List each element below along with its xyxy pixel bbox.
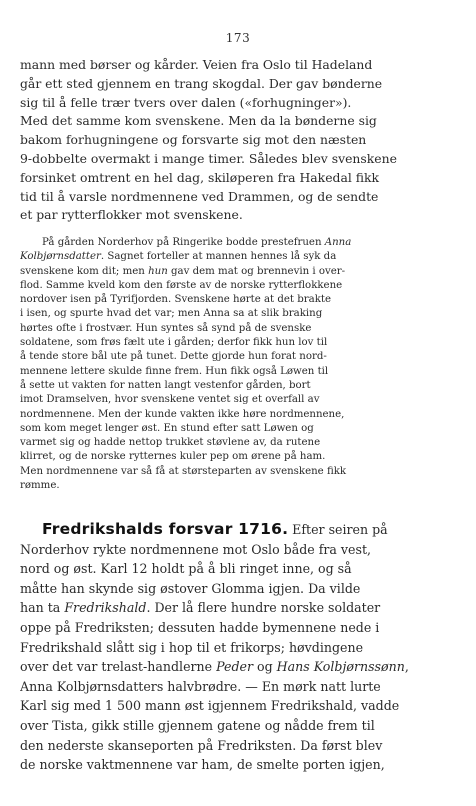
- text-run: Efter seiren på: [288, 522, 388, 537]
- text-line: oppe på Fredriksten; dessuten hadde bymennene nede i: [20, 619, 380, 635]
- text-line: Norderhov rykte nordmennene mot Oslo både fra vest,: [20, 541, 372, 557]
- text-run: over det var trelast-handlerne: [20, 659, 217, 675]
- name-anna: Anna: [324, 237, 352, 248]
- text-line: å tende store bål ute på tunet. Dette gjorde hun forat nord-: [20, 351, 327, 363]
- text-line: Anna Kolbjørnsdatters halvbrødre. — En mørk natt lurte: [20, 678, 381, 694]
- text-line: over Tista, gikk stille gjennem gatene og nådde frem til: [20, 717, 375, 733]
- text-line: 9-dobbelte overmakt i mange timer. Således blev svenskene: [20, 150, 397, 166]
- text-line: å sette ut vakten for natten langt vestenfor gården, bort: [20, 379, 311, 391]
- page-number: 173: [225, 31, 251, 45]
- text-line: [20, 236, 464, 250]
- text-line: flod. Samme kveld kom den første av de norske rytterflokkene: [20, 279, 343, 291]
- text-line: Med det samme kom svenskene. Men da la bønderne sig: [20, 113, 377, 129]
- text-line: rømme.: [20, 480, 60, 492]
- text-line: soldatene, som frøs fælt ute i gården; derfor fikk hun lov til: [20, 337, 328, 349]
- text-run: og: [253, 659, 277, 675]
- text-line: nordmennene. Men der kunde vakten ikke høre nordmennene,: [20, 408, 345, 420]
- place-fredrikshald: Fredrikshald: [64, 600, 147, 616]
- text-line: Karl sig med 1 500 mann øst igjennem Fredrikshald, vadde: [20, 698, 400, 714]
- text-line: [20, 250, 464, 264]
- text-line: [20, 598, 464, 618]
- text-line: mann med børser og kårder. Veien fra Oslo til Hadeland: [20, 57, 373, 72]
- text-run: gav dem mat og brennevin i over-: [167, 265, 346, 277]
- text-line: klirret, og de norske rytternes kuler pep om ørene på ham.: [20, 451, 326, 463]
- text-line: hørtes ofte i frostvær. Hun syntes så synd på de svenske: [20, 322, 312, 334]
- text-run: svenskene kom dit; men: [20, 265, 149, 277]
- text-line: nordover isen på Tyrifjorden. Svenskene hørte at det brakte: [20, 294, 332, 306]
- text-line: tid til å varsle nordmennene ved Drammen, og de sendte: [20, 188, 379, 204]
- name-kolbjornsdatter: Kolbjørnsdatter: [20, 251, 101, 263]
- text-line: forsinket omtrent en hel dag, skiløperen fra Hakedal fikk: [20, 169, 380, 185]
- text-line: sig til å felle trær tvers over dalen («forhugninger»).: [20, 94, 352, 110]
- text-line: nord og øst. Karl 12 holdt på å bli ringet inne, og så: [20, 561, 352, 577]
- text-line: den nederste skanseporten på Fredriksten. Da først blev: [20, 737, 383, 753]
- text-run: han ta: [20, 600, 65, 616]
- text-run: . Sagnet forteller at mannen hennes lå syk da: [100, 251, 337, 263]
- text-line: mennene lettere skulde finne frem. Hun fikk også Løwen til: [20, 365, 329, 377]
- text-run: På gården Norderhov på Ringerike bodde prestefruen: [42, 237, 325, 248]
- name-peder: Peder: [216, 659, 254, 675]
- text-line: [20, 520, 464, 540]
- text-line: som kom meget lenger øst. En stund efter satt Løwen og: [20, 422, 314, 434]
- text-run: ,: [404, 659, 409, 675]
- text-line: imot Dramselven, hvor svenskene ventet sig et overfall av: [20, 394, 320, 406]
- text-line: går ett sted gjennem en trang skogdal. Der gav bønderne: [20, 75, 383, 91]
- text-line: [20, 265, 464, 279]
- paragraph-norderhov: [20, 236, 464, 493]
- text-line: [20, 657, 464, 677]
- text-line: bakom forhugningene og forsvarte sig mot den næsten: [20, 132, 367, 148]
- text-line: de norske vaktmennene var ham, de smelte porten igjen,: [20, 757, 385, 773]
- paragraph-hadeland: [20, 56, 464, 225]
- text-line: varmet sig og hadde nettop trukket støvlene av, da rutene: [20, 437, 321, 449]
- emphasis-hun: hun: [148, 265, 168, 277]
- text-line: et par rytterflokker mot svenskene.: [20, 207, 243, 223]
- text-line: Fredrikshald slått sig i hop til et frikorps; høvdingene: [20, 639, 364, 655]
- name-hans-kolbjornssonn: Hans Kolbjørnssønn: [276, 659, 405, 675]
- text-run: . Der lå flere hundre norske soldater: [146, 600, 381, 616]
- text-line: i isen, og spurte hvad det var; men Anna sa at slik braking: [20, 308, 323, 320]
- text-line: måtte han skynde sig østover Glomma igjen. Da vilde: [20, 580, 361, 596]
- text-line: Men nordmennene var så få at størsteparten av svenskene fikk: [20, 465, 347, 477]
- section-heading: Fredrikshalds forsvar 1716.: [42, 520, 289, 538]
- paragraph-fredrikshald: [20, 520, 464, 775]
